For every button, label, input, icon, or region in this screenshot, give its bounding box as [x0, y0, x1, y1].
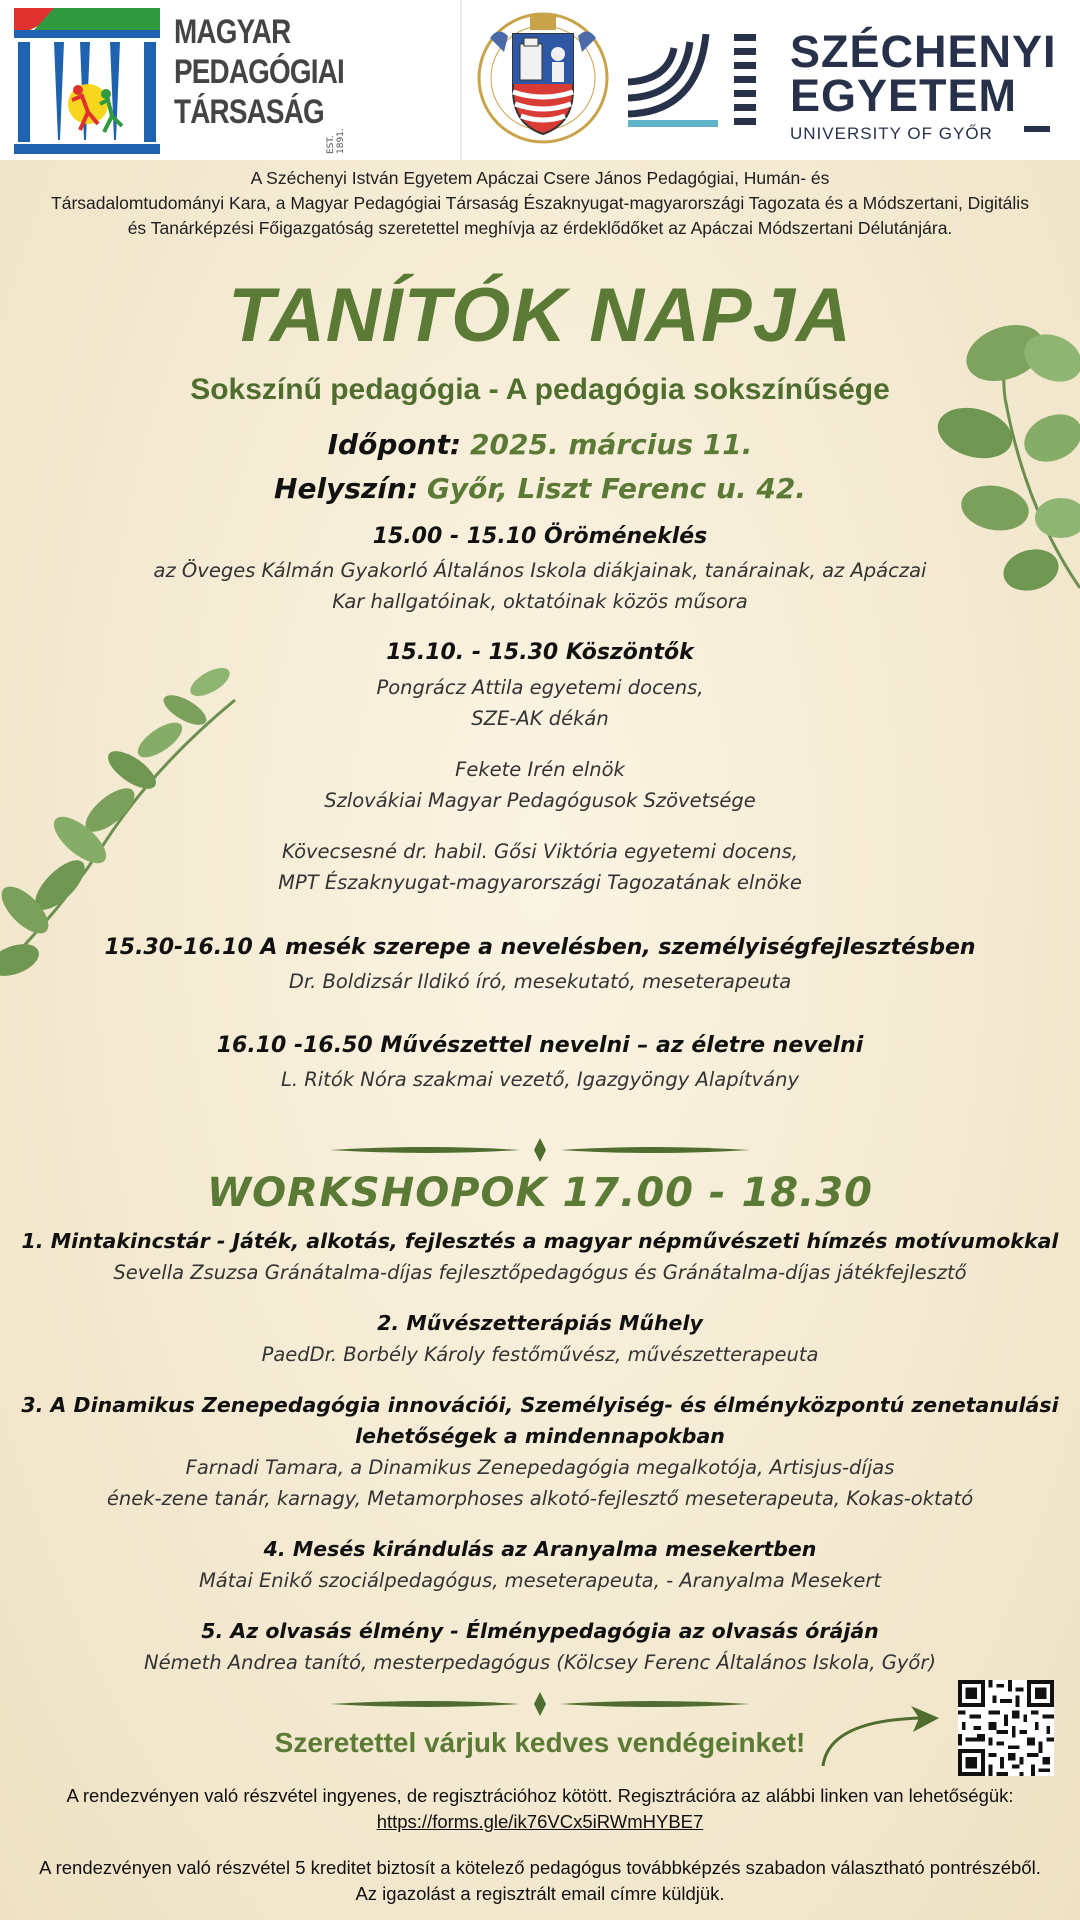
- place-value: Győr, Liszt Ferenc u. 42.: [426, 472, 806, 505]
- program-item-detail: az Öveges Kálmán Gyakorló Általános Iskola diákjainak, tanárainak, az Apáczai: [153, 559, 927, 582]
- mpt-line3: TÁRSASÁG: [174, 93, 324, 131]
- registration-link[interactable]: https://forms.gle/ik76VCx5iRWmHYBE7: [376, 1811, 704, 1832]
- sze-subtitle: UNIVERSITY OF GYŐR: [790, 124, 993, 143]
- sze-accent-bar: [1024, 126, 1050, 132]
- event-title: TANÍTÓK NAPJA: [228, 273, 852, 358]
- sze-line1: SZÉCHENYI: [790, 26, 1057, 77]
- credit-info: A rendezvényen való részvétel 5 kreditet biztosít a kötelező pedagógus továbbképzés szabadon választható pontrészéből.: [39, 1857, 1041, 1878]
- mpt-line2: PEDAGÓGIAI: [174, 53, 344, 91]
- mpt-logo: [14, 8, 344, 154]
- header-divider: [460, 0, 462, 160]
- workshop-heading: 4. Mesés kirándulás az Aranyalma mesekertben: [263, 1537, 817, 1561]
- workshop-detail: Sevella Zsuzsa Gránátalma-díjas fejlesztőpedagógus és Gránátalma-díjas játékfejlesztő: [113, 1261, 967, 1284]
- program-item-heading: 15.00 - 15.10 Öröméneklés: [372, 524, 708, 549]
- program-item-detail: Kövecsesné dr. habil. Gősi Viktória egyetemi docens,: [281, 840, 798, 863]
- ornament-divider-icon: [330, 1138, 750, 1162]
- program-item-detail: MPT Északnyugat-magyarországi Tagozatának elnöke: [278, 871, 802, 894]
- program-item-detail: Kar hallgatóinak, oktatóinak közös műsora: [332, 590, 748, 613]
- workshop-detail: ének-zene tanár, karnagy, Metamorphoses alkotó-fejlesztő meseterapeuta, Kokas-oktató: [106, 1487, 974, 1510]
- workshops-title: WORKSHOPOK 17.00 - 18.30: [207, 1170, 873, 1216]
- sze-line2: EGYETEM: [790, 70, 1018, 121]
- program-item-detail: Pongrácz Attila egyetemi docens,: [376, 676, 704, 699]
- sze-logo-mark-icon: [628, 34, 756, 134]
- date-value: 2025. március 11.: [470, 428, 753, 461]
- sze-wordmark: [790, 26, 1057, 144]
- workshop-detail: Németh Andrea tanító, mesterpedagógus (Kölcsey Ferenc Általános Iskola, Győr): [144, 1651, 936, 1674]
- place-label: Helyszín:: [274, 472, 419, 505]
- workshop-detail: PaedDr. Borbély Károly festőművész, művészetterapeuta: [261, 1343, 819, 1366]
- program-item-detail: Fekete Irén elnök: [455, 758, 625, 781]
- ornament-divider-icon: [330, 1692, 750, 1716]
- program-item-detail: Szlovákiai Magyar Pedagógusok Szövetsége: [324, 789, 756, 812]
- mpt-wordmark: [174, 12, 344, 132]
- registration-qr-code[interactable]: [958, 1680, 1054, 1776]
- mpt-est-label: EST. 1891.: [326, 128, 346, 154]
- event-subtitle: Sokszínű pedagógia - A pedagógia sokszínűsége: [190, 373, 890, 406]
- invite-line1: A Széchenyi István Egyetem Apáczai Csere János Pedagógiai, Humán- és: [250, 168, 830, 188]
- mpt-building-icon: [14, 8, 160, 154]
- invite-line2: Társadalomtudományi Kara, a Magyar Pedagógiai Társaság Északnyugat-magyarországi Tagozata és a Módszertani, Digitális: [51, 193, 1029, 213]
- faculty-crest-icon: [468, 6, 618, 156]
- workshop-heading: 2. Művészetterápiás Műhely: [377, 1311, 703, 1335]
- program-item-detail: Dr. Boldizsár Ildikó író, mesekutató, meseterapeuta: [288, 970, 792, 993]
- welcome-message: Szeretettel várjuk kedves vendégeinket!: [274, 1727, 806, 1758]
- invitation-text: [0, 166, 1080, 241]
- event-place: [0, 472, 1080, 505]
- workshop-heading: 3. A Dinamikus Zenepedagógia innovációi, Személyiség- és élményközpontú zenetanulási: [21, 1393, 1059, 1417]
- workshop-detail: Farnadi Tamara, a Dinamikus Zenepedagógia megalkotója, Artisjus-díjas: [185, 1456, 895, 1479]
- credit-info: Az igazolást a regisztrált email címre küldjük.: [355, 1883, 725, 1904]
- program-item-heading: 16.10 -16.50 Művészettel nevelni – az életre nevelni: [216, 1033, 864, 1058]
- program-item-heading: 15.10. - 15.30 Köszöntők: [386, 640, 694, 665]
- event-date: [0, 428, 1080, 461]
- mpt-line1: MAGYAR: [174, 13, 291, 51]
- header-logos: [0, 0, 1080, 160]
- workshop-detail: Mátai Enikő szociálpedagógus, meseterapeuta, - Aranyalma Mesekert: [198, 1569, 881, 1592]
- program-item-detail: SZE-AK dékán: [471, 707, 609, 730]
- registration-text: A rendezvényen való részvétel ingyenes, de regisztrációhoz kötött. Regisztrációra az alábbi linken van lehetőségük:: [66, 1785, 1014, 1806]
- workshop-heading: 1. Mintakincstár - Játék, alkotás, fejlesztés a magyar népművészeti hímzés motívumokkal: [21, 1229, 1059, 1253]
- program-item-detail: L. Ritók Nóra szakmai vezető, Igazgyöngy Alapítvány: [280, 1068, 800, 1091]
- program-item-heading: 15.30-16.10 A mesék szerepe a nevelésben, személyiségfejlesztésben: [104, 935, 976, 960]
- invite-line3: és Tanárképzési Főigazgatóság szeretettel meghívja az érdeklődőket az Apáczai Módszertani Délutánjára.: [127, 218, 953, 238]
- workshop-heading: 5. Az olvasás élmény - Élménypedagógia az olvasás óráján: [201, 1619, 879, 1643]
- date-label: Időpont:: [327, 428, 462, 461]
- workshop-heading: lehetőségek a mindennapokban: [355, 1424, 725, 1448]
- curved-arrow-icon: [815, 1700, 945, 1770]
